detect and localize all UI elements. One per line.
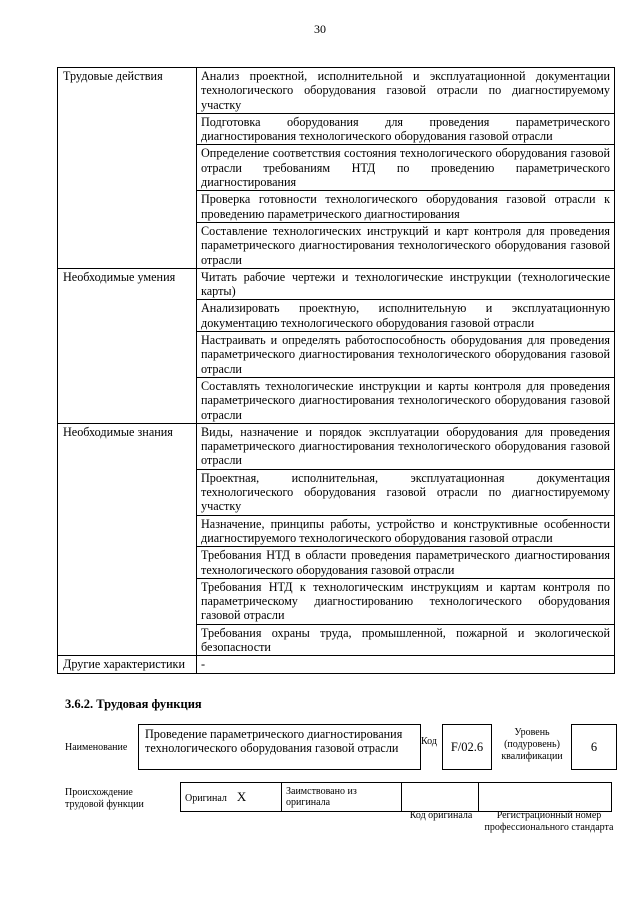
row-item: Назначение, принципы работы, устройство и конструктивные особенности диагностируемого технологического оборудования газовой отрасли <box>197 515 615 547</box>
row-label: Трудовые действия <box>58 68 197 269</box>
borrowed-cell <box>282 783 402 812</box>
row-item: Проверка готовности технологического оборудования газовой отрасли к проведению параметрического диагностирования <box>197 191 615 223</box>
original-code-caption: Код оригинала <box>409 810 473 821</box>
row-label: Необходимые умения <box>58 268 197 423</box>
origin-label <box>65 787 155 811</box>
level-label: Уровень (подуровень) квалификации <box>501 727 563 762</box>
original-label: Оригинал <box>185 793 227 804</box>
row-item: Подготовка оборудования для проведения параметрического диагностирования технологического оборудования газовой отрасли <box>197 113 615 145</box>
original-code-cell <box>402 783 479 812</box>
row-item: Требования НТД к технологическим инструкциям и картам контроля по параметрическому диагностированию технологического оборудования газовой отрасли <box>197 578 615 624</box>
table-row <box>58 423 615 469</box>
row-item: - <box>197 656 615 673</box>
table-row <box>58 656 615 673</box>
function-code: F/02.6 <box>442 724 492 770</box>
original-mark: X <box>236 789 247 804</box>
table-row <box>58 268 615 300</box>
row-item: Читать рабочие чертежи и технологические инструкции (технологические карты) <box>197 268 615 300</box>
borrowed-label: Заимствовано из оригинала <box>286 786 357 808</box>
function-name: Проведение параметрического диагностирования технологического оборудования газовой отрасли <box>138 724 421 770</box>
table-row <box>58 68 615 114</box>
row-label: Необходимые знания <box>58 423 197 655</box>
row-label: Другие характеристики <box>58 656 197 673</box>
original-cell <box>181 783 282 812</box>
page-number: 30 <box>314 22 326 36</box>
row-item: Определение соответствия состояния технологического оборудования газовой отрасли требованиям НТД по проведению параметрического диагностирования <box>197 145 615 191</box>
origin-table <box>180 782 612 812</box>
origin-label-text: Происхождение трудовой функции <box>65 787 144 810</box>
reg-number-caption: Регистрационный номер профессионального стандарта <box>484 810 614 833</box>
row-item: Анализировать проектную, исполнительную и эксплуатационную документацию технологического оборудования газовой отрасли <box>197 300 615 332</box>
qualification-level: 6 <box>571 724 617 770</box>
row-item: Составлять технологические инструкции и карты контроля для проведения параметрического диагностирования технологического оборудования газовой отрасли <box>197 377 615 423</box>
row-item: Проектная, исполнительная, эксплуатационная документация технологического оборудования газовой отрасли по диагностируемому участку <box>197 469 615 515</box>
section-title: 3.6.2. Трудовая функция <box>65 697 202 711</box>
row-item: Виды, назначение и порядок эксплуатации оборудования для проведения параметрического диагностирования технологического оборудования газовой отрасли <box>197 423 615 469</box>
reg-number-cell <box>479 783 612 812</box>
row-item: Настраивать и определять работоспособность оборудования для проведения параметрического диагностирования технологического оборудования газовой отрасли <box>197 332 615 378</box>
row-item: Требования НТД в области проведения параметрического диагностирования технологического оборудования газовой отрасли <box>197 547 615 579</box>
row-item: Анализ проектной, исполнительной и эксплуатационной документации технологического оборудования газовой отрасли по диагностируемому участку <box>197 68 615 114</box>
name-label: Наименование <box>65 742 128 753</box>
competency-table <box>57 67 615 674</box>
row-item: Составление технологических инструкций и карт контроля для проведения параметрического диагностирования технологического оборудования газовой отрасли <box>197 222 615 268</box>
code-label: Код <box>421 736 437 747</box>
row-item: Требования охраны труда, промышленной, пожарной и экологической безопасности <box>197 624 615 656</box>
